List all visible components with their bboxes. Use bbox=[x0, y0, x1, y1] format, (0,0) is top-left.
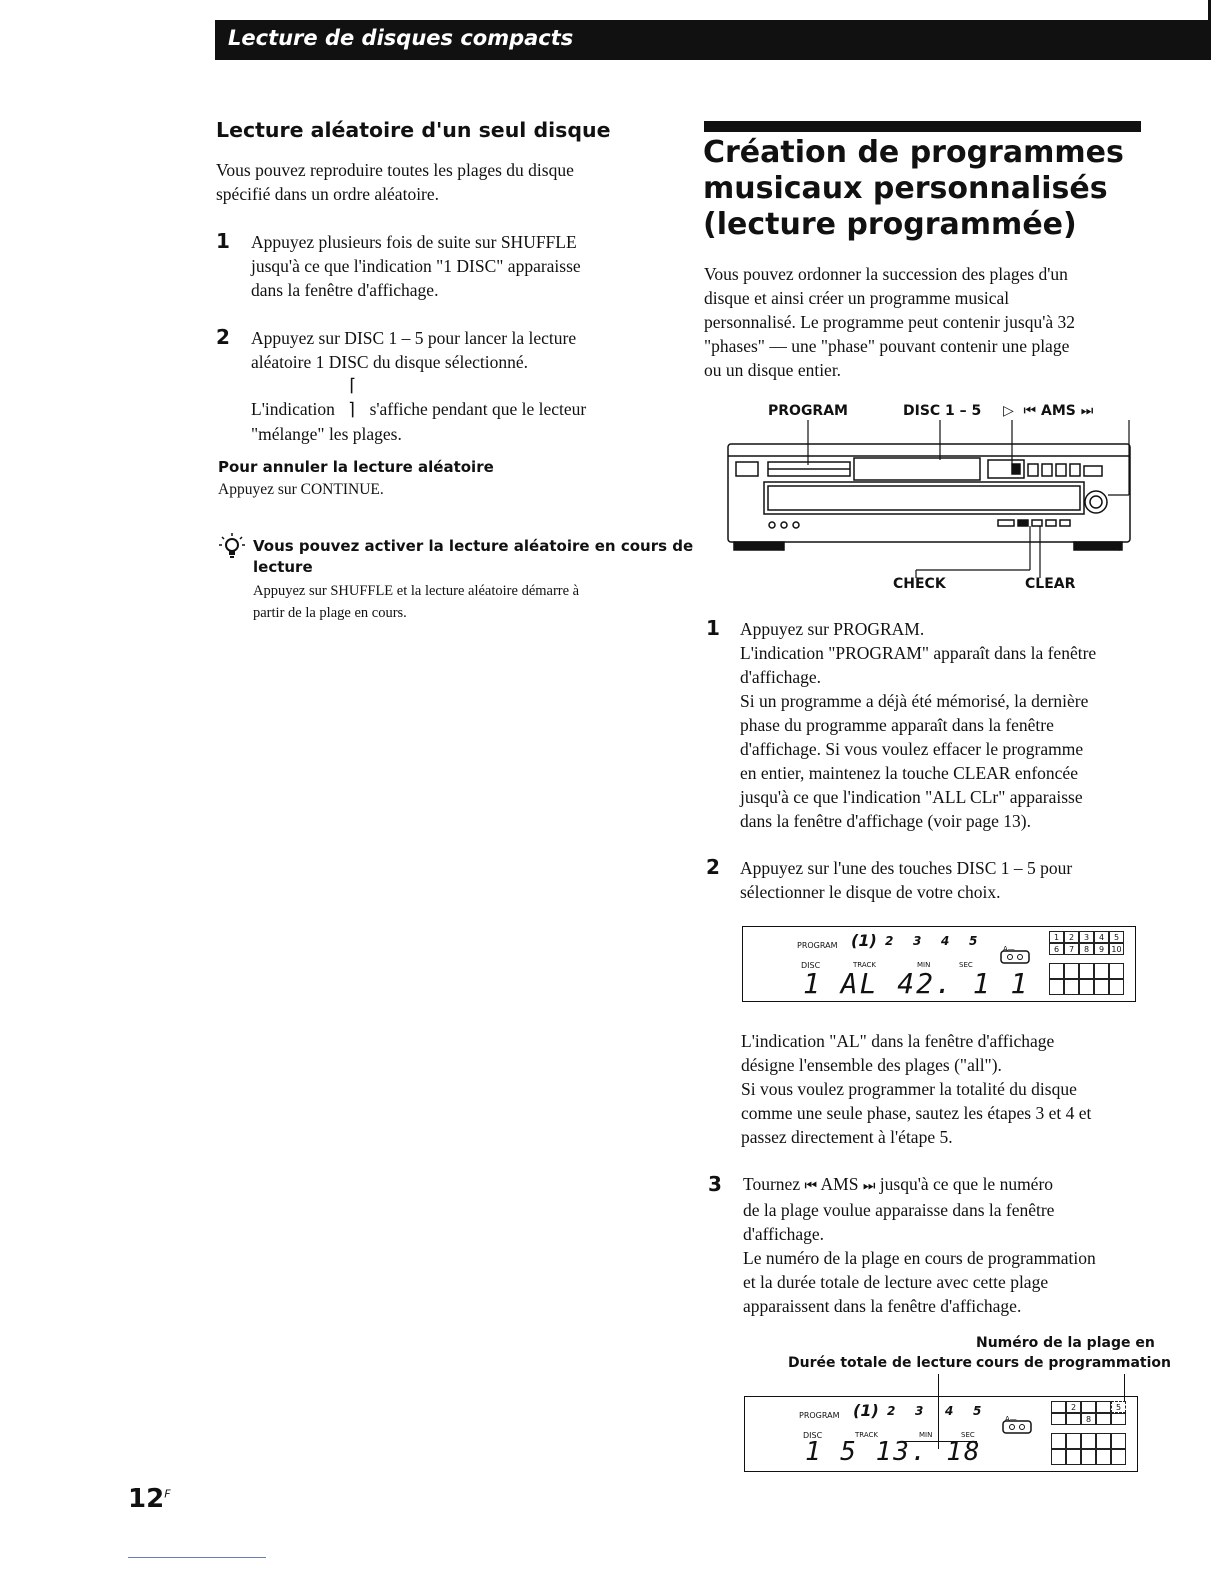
lcd2-segment-readout: 1 5 13. 18 bbox=[805, 1437, 982, 1467]
lcd1-segment-readout: 1 AL 42. 1 1 bbox=[803, 967, 1030, 1000]
label-track-number-1: Numéro de la plage en bbox=[976, 1335, 1155, 1351]
tip-icon bbox=[218, 532, 246, 562]
left-step-2-number: 2 bbox=[216, 325, 230, 349]
header-title: Lecture de disques compacts bbox=[228, 26, 574, 50]
tip-title: Vous pouvez activer la lecture aléatoire en cours de lecture bbox=[253, 537, 694, 576]
cancel-title: Pour annuler la lecture aléatoire bbox=[218, 458, 494, 476]
right-step-3-number: 3 bbox=[708, 1172, 722, 1196]
lcd1-program-label: PROGRAM bbox=[797, 941, 838, 950]
right-step-1-text: Appuyez sur PROGRAM. L'indication "PROGRAM" apparaît dans la fenêtre d'affichage. Si un programme a déjà été mémorisé, la dernière phase du programme apparaît dans la fenêtre d'affichage. Si vous voulez effacer le programme en entier, maintenez la touche CLEAR enfoncée jusqu'à ce que l'indication "ALL CLr" apparaisse dans la fenêtre d'affichage (voir page 13). bbox=[740, 619, 1097, 831]
lcd1-disc-4: 4 bbox=[941, 934, 950, 948]
lcd2-program-grid: 2 5 8 bbox=[1051, 1401, 1131, 1467]
lcd-display-1 bbox=[742, 926, 1136, 1002]
lcd2-disc-5: 5 bbox=[973, 1404, 982, 1418]
label-check: CHECK bbox=[893, 576, 946, 592]
right-step-3-text: Tournez ⏮ AMS ⏭ jusqu'à ce que le numéro de la plage voulue apparaisse dans la fenêtre d'affichage. Le numéro de la plage en cours de programmation et la durée totale de lecture avec cette plage apparaissent dans la fenêtre d'affichage. bbox=[743, 1174, 1096, 1316]
left-intro: Vous pouvez reproduire toutes les plages du disque spécifié dans un ordre aléatoire. bbox=[216, 160, 574, 204]
next-icon: ⏭ bbox=[1080, 403, 1094, 419]
right-step-1-number: 1 bbox=[706, 616, 720, 640]
lcd2-program-label: PROGRAM bbox=[799, 1411, 840, 1420]
lcd1-disc-2: 2 bbox=[885, 934, 894, 948]
lcd2-track-label: TRACK bbox=[855, 1431, 878, 1439]
left-heading: Lecture aléatoire d'un seul disque bbox=[216, 118, 611, 142]
label-program: PROGRAM bbox=[768, 403, 848, 419]
label-disc: DISC 1 – 5 bbox=[903, 403, 982, 419]
lcd1-track-label: TRACK bbox=[853, 961, 876, 969]
lcd2-disc-circled: (1) bbox=[853, 1401, 879, 1420]
lcd1-sec-label: SEC bbox=[959, 961, 973, 969]
label-duration: Durée totale de lecture bbox=[788, 1355, 973, 1371]
cancel-text: Appuyez sur CONTINUE. bbox=[218, 481, 384, 498]
lcd2-disc-2: 2 bbox=[887, 1404, 896, 1418]
left-step-1-text: Appuyez plusieurs fois de suite sur SHUFFLE jusqu'à ce que l'indication "1 DISC" apparaisse dans la fenêtre d'affichage. bbox=[251, 232, 581, 300]
prev-icon: ⏮ bbox=[1023, 403, 1037, 419]
lcd1-program-grid: 1 2 3 4 5 6 7 8 9 10 bbox=[1049, 931, 1129, 997]
page-number: $12^F$ bbox=[128, 1484, 171, 1514]
next-track-icon: ⏭ bbox=[862, 1178, 876, 1194]
right-heading-rule bbox=[704, 121, 1141, 132]
after-step-2-text: L'indication "AL" dans la fenêtre d'affichage désigne l'ensemble des plages ("all"). Si vous voulez programmer la totalité du disque comme une seule phase, sautez les étapes 3 et 4 et passez directement à l'étape 5. bbox=[741, 1031, 1092, 1147]
tip-text: Appuyez sur SHUFFLE et la lecture aléatoire démarre à partir de la plage en cours. bbox=[253, 583, 580, 621]
lcd2-sec-label: SEC bbox=[961, 1431, 975, 1439]
left-step-2-text: Appuyez sur DISC 1 – 5 pour lancer la lecture aléatoire 1 DISC du disque sélectionné. L'indication ⌈ ⌉ s'affiche pendant que le lecteur "mélange" les plages. bbox=[251, 328, 587, 444]
svg-text:A—: A— bbox=[1005, 1415, 1017, 1423]
lcd-display-2 bbox=[744, 1396, 1138, 1472]
lcd2-disc-label: DISC bbox=[803, 1431, 823, 1440]
lcd2-min-label: MIN bbox=[919, 1431, 933, 1439]
play-icon: ▷ bbox=[1003, 403, 1014, 419]
lcd1-min-label: MIN bbox=[917, 961, 931, 969]
lcd1-ab-repeat-icon bbox=[999, 945, 1031, 965]
lcd2-disc-3: 3 bbox=[915, 1404, 924, 1418]
right-heading: Création de programmes musicaux personnalisés (lecture programmée) bbox=[703, 135, 1124, 242]
right-step-2-number: 2 bbox=[706, 855, 720, 879]
right-step-2-text: Appuyez sur l'une des touches DISC 1 – 5 pour sélectionner le disque de votre choix. bbox=[740, 858, 1073, 902]
label-track-number-2: cours de programmation bbox=[976, 1355, 1172, 1371]
label-ams: ▷ ⏮ AMS ⏭ bbox=[1003, 403, 1094, 419]
shuffle-indicator-icon: ⌈ ⌉ bbox=[346, 376, 358, 420]
blinking-track-cell: 5 bbox=[1111, 1401, 1126, 1413]
label-clear: CLEAR bbox=[1025, 576, 1076, 592]
svg-text:A—: A— bbox=[1003, 945, 1015, 953]
lcd1-disc-circled: (1) bbox=[851, 931, 877, 950]
lcd1-disc-label: DISC bbox=[801, 961, 821, 970]
prev-track-icon: ⏮ bbox=[804, 1178, 818, 1194]
right-intro: Vous pouvez ordonner la succession des plages d'un disque et ainsi créer un programme musical personnalisé. Le programme peut contenir jusqu'à 32 "phases" — une "phase" pouvant contenir une plage ou un disque entier. bbox=[704, 264, 1076, 380]
lcd1-disc-3: 3 bbox=[913, 934, 922, 948]
cd-player-illustration bbox=[724, 420, 1144, 580]
lcd2-ab-repeat-icon bbox=[1001, 1415, 1033, 1435]
left-step-1-number: 1 bbox=[216, 229, 230, 253]
lcd2-disc-4: 4 bbox=[945, 1404, 954, 1418]
footer-rule bbox=[128, 1557, 266, 1558]
lcd1-disc-5: 5 bbox=[969, 934, 978, 948]
header-rule-right bbox=[1208, 0, 1211, 60]
